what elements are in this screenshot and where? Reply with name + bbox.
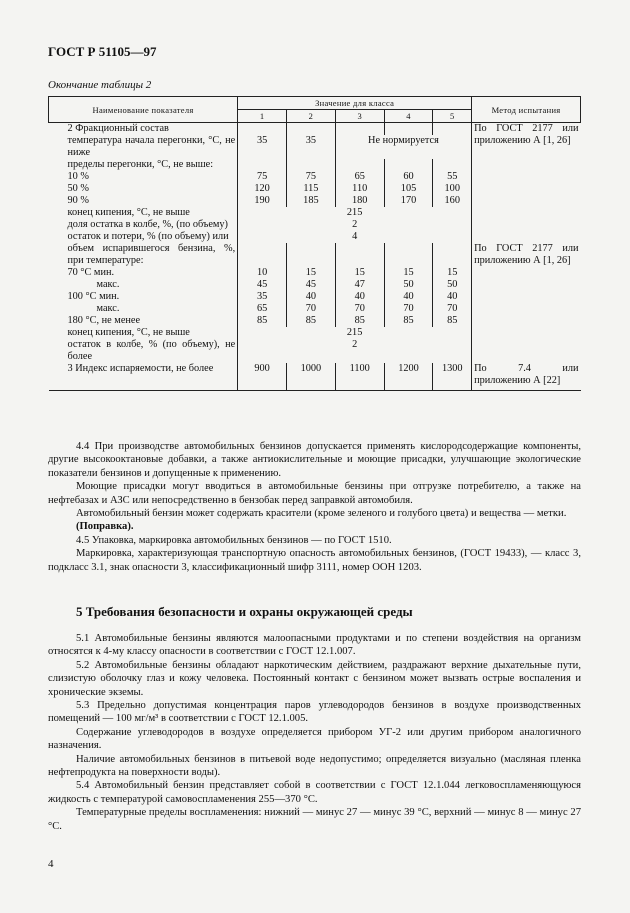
paragraph: 4.4 При производстве автомобильных бензинов допускается применять кислородсодержащие компоненты, другие высокооктановые добавки, а также антиокислительные и моющие присадки, улучшающие экологические показатели бензинов и допущенные к применению. — [48, 441, 581, 479]
paragraph: 4.5 Упаковка, маркировка автомобильных бензинов — по ГОСТ 1510. — [76, 534, 392, 546]
value-cell: 105 — [384, 183, 433, 195]
row-name: 10 % — [49, 171, 238, 183]
class-header: 5 — [433, 110, 472, 123]
paragraph: Моющие присадки могут вводиться в автомобильные бензины при отгрузке потребителю, а также на нефтебазах и АЗС или непосредственно в бензобак перед заправкой автомобиля. — [48, 481, 581, 506]
table-row — [49, 363, 581, 391]
value-cell — [433, 123, 472, 136]
section-title: 5 Требования безопасности и охраны окружающей среды — [76, 604, 413, 619]
value-cell — [335, 123, 384, 136]
value-cell: 65 — [238, 303, 287, 315]
value-cell — [287, 159, 336, 171]
value-cell: 45 — [287, 279, 336, 291]
row-name: 180 °С, не менее — [49, 315, 238, 327]
class-header: 3 — [335, 110, 384, 123]
class-header: 1 — [238, 110, 287, 123]
value-cell: 180 — [335, 195, 384, 207]
table-row — [49, 123, 581, 136]
value-span-cell: 215 — [238, 207, 472, 219]
row-name: макс. — [49, 303, 238, 315]
value-cell: 1200 — [384, 363, 433, 391]
paragraph: Содержание углеводородов в воздухе определяется прибором УГ-2 или другим прибором аналогичного назначения. — [48, 726, 581, 752]
row-name: температура начала перегонки, °С, не ниже — [49, 135, 238, 159]
value-cell: 50 — [433, 279, 472, 291]
paragraph: Наличие автомобильных бензинов в питьевой воде недопустимо; определяется визуально (масляная пленка нефтепродукта на поверхности воды). — [48, 753, 581, 779]
value-cell: 15 — [384, 267, 433, 279]
row-name: 3 Индекс испаряемости, не более — [49, 363, 238, 391]
paragraph: Автомобильный бензин может содержать красители (кроме зеленого и голубого цвета) и вещества — метки. — [76, 508, 567, 520]
row-name: 70 °С мин. — [49, 267, 238, 279]
paragraph: 5.3 Предельно допустимая концентрация паров углеводородов бензинов в воздухе производственных помещений — 100 мг/м³ в соответствии с ГОСТ 12.1.005. — [48, 700, 581, 725]
row-name: конец кипения, °С, не выше — [49, 207, 238, 219]
value-cell — [287, 243, 336, 267]
value-cell — [433, 159, 472, 171]
value-cell: 55 — [433, 171, 472, 183]
value-cell: 120 — [238, 183, 287, 195]
value-cell: 35 — [238, 291, 287, 303]
paragraph: Маркировка, характеризующая транспортную опасность автомобильных бензинов, (ГОСТ 19433), — класс 3, подкласс 3.1, знак опасности 3, классификационный шифр 3111, номер ООН 1203. — [48, 548, 581, 573]
value-cell: 40 — [433, 291, 472, 303]
paragraph: 5.1 Автомобильные бензины являются малоопасными продуктами и по степени воздействия на организм относятся к 4-му классу опасности в соответствии с ГОСТ 12.1.007. — [48, 633, 581, 658]
paragraphs-block-a — [48, 440, 581, 574]
value-cell — [335, 243, 384, 267]
value-cell: 35 — [238, 135, 287, 159]
value-cell: 170 — [384, 195, 433, 207]
table-row — [49, 243, 581, 267]
paragraph: 5.2 Автомобильные бензины обладают наркотическим действием, раздражают верхние дыхательные пути, слизистую оболочку глаз и кожу человека. Постоянный контакт с бензином может вызвать острые воспаления и хронические экземы. — [48, 659, 581, 698]
document-header: ГОСТ Р 51105—97 — [48, 44, 157, 59]
value-span-cell: 2 — [238, 339, 472, 363]
value-cell: 1000 — [287, 363, 336, 391]
col-header-method: Метод испытания — [472, 97, 581, 123]
class-header: 2 — [287, 110, 336, 123]
value-cell: 70 — [384, 303, 433, 315]
row-name: остаток и потери, % (по объему) или — [49, 231, 238, 243]
class-header: 4 — [384, 110, 433, 123]
value-cell: 35 — [287, 135, 336, 159]
value-cell: 85 — [384, 315, 433, 327]
page-number: 4 — [48, 858, 54, 870]
specs-table — [48, 96, 581, 391]
row-name: 2 Фракционный состав — [49, 123, 238, 136]
row-name: остаток в колбе, % (по объему), не более — [49, 339, 238, 363]
value-cell: 60 — [384, 171, 433, 183]
value-cell: 85 — [433, 315, 472, 327]
value-cell — [238, 123, 287, 136]
value-cell: 70 — [287, 303, 336, 315]
method-cell: По ГОСТ 2177 или приложению А [1, 26] — [472, 243, 581, 363]
value-cell — [335, 159, 384, 171]
table-caption: Окончание таблицы 2 — [48, 79, 152, 91]
value-cell: 10 — [238, 267, 287, 279]
value-cell: 15 — [433, 267, 472, 279]
value-cell: 70 — [335, 303, 384, 315]
value-cell: 110 — [335, 183, 384, 195]
value-cell — [287, 123, 336, 136]
value-cell: 160 — [433, 195, 472, 207]
value-cell: 85 — [238, 315, 287, 327]
paragraph-amendment: (Поправка). — [76, 521, 134, 533]
col-header-value: Значение для класса — [238, 97, 472, 110]
row-name: доля остатка в колбе, %, (по объему) — [49, 219, 238, 231]
row-name: 50 % — [49, 183, 238, 195]
value-cell: 40 — [335, 291, 384, 303]
row-name: объем испарившегося бензина, %, при температуре: — [49, 243, 238, 267]
value-cell: 45 — [238, 279, 287, 291]
paragraph: 5.4 Автомобильный бензин представляет собой в соответствии с ГОСТ 12.1.044 легковоспламеняющуюся жидкость с температурой самовоспламенения 255—370 °С. — [48, 780, 581, 805]
row-name: пределы перегонки, °С, не выше: — [49, 159, 238, 171]
value-cell: 40 — [384, 291, 433, 303]
value-cell: 100 — [433, 183, 472, 195]
value-cell: 47 — [335, 279, 384, 291]
value-cell: 900 — [238, 363, 287, 391]
value-cell: 85 — [335, 315, 384, 327]
value-cell — [384, 123, 433, 136]
value-cell: 185 — [287, 195, 336, 207]
row-name: 90 % — [49, 195, 238, 207]
row-name: макс. — [49, 279, 238, 291]
value-cell: 190 — [238, 195, 287, 207]
value-cell — [238, 243, 287, 267]
paragraphs-block-b — [48, 632, 581, 833]
value-span-cell: 215 — [238, 327, 472, 339]
col-header-name: Наименование показателя — [49, 97, 238, 123]
row-name: 100 °С мин. — [49, 291, 238, 303]
value-cell: 85 — [287, 315, 336, 327]
value-span-cell: 2 — [238, 219, 472, 231]
value-cell: 75 — [287, 171, 336, 183]
value-cell — [238, 159, 287, 171]
value-cell: 75 — [238, 171, 287, 183]
value-cell — [384, 243, 433, 267]
value-span-cell: Не нормируется — [335, 135, 471, 159]
value-cell: 1100 — [335, 363, 384, 391]
value-cell — [433, 243, 472, 267]
value-cell: 50 — [384, 279, 433, 291]
value-cell: 65 — [335, 171, 384, 183]
value-cell: 70 — [433, 303, 472, 315]
value-cell: 40 — [287, 291, 336, 303]
row-name: конец кипения, °С, не выше — [49, 327, 238, 339]
value-span-cell: 4 — [238, 231, 472, 243]
value-cell: 1300 — [433, 363, 472, 391]
value-cell: 15 — [287, 267, 336, 279]
method-cell: По ГОСТ 2177 или приложению А [1, 26] — [472, 123, 581, 244]
value-cell: 115 — [287, 183, 336, 195]
paragraph: Температурные пределы воспламенения: нижний — минус 27 — минус 39 °С, верхний — минус 8 — минус 27 °С. — [48, 807, 581, 832]
value-cell — [384, 159, 433, 171]
method-cell: По 7.4 или приложению А [22] — [472, 363, 581, 391]
value-cell: 15 — [335, 267, 384, 279]
